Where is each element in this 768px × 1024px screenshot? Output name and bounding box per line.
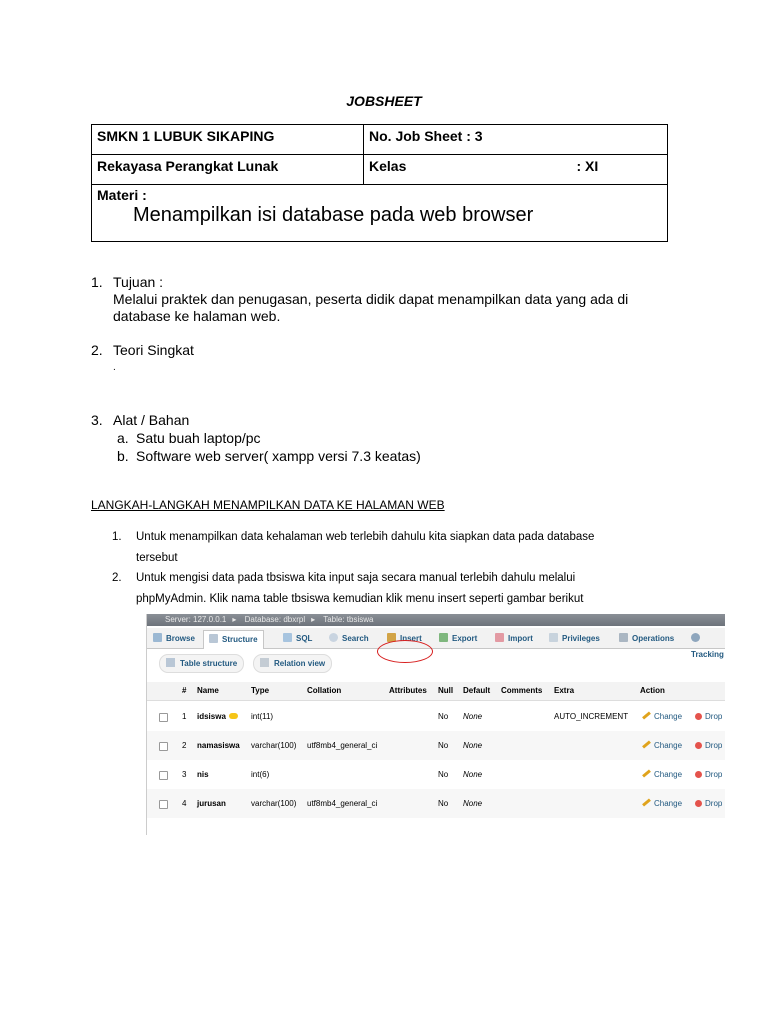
table-row — [147, 702, 725, 731]
drop-link[interactable]: Drop — [695, 789, 722, 818]
change-link[interactable]: Change — [642, 731, 682, 760]
relation-icon — [260, 658, 269, 667]
tab-privileges[interactable]: Privileges — [549, 631, 600, 647]
tab-browse[interactable]: Browse — [153, 631, 195, 647]
section-dot: . — [113, 362, 116, 373]
tab-bar — [147, 628, 725, 659]
column-header[interactable]: Collation — [307, 686, 342, 695]
tab-import[interactable]: Import — [495, 631, 533, 647]
job-sheet-number: No. Job Sheet : 3 — [364, 125, 668, 155]
column-type: varchar(100) — [251, 799, 297, 808]
program-cell: Rekayasa Perangkat Lunak — [92, 155, 364, 185]
tab-insert[interactable]: Insert — [387, 631, 422, 647]
row-number: 3 — [182, 770, 187, 779]
step-text-line: Untuk menampilkan data kehalaman web terlebih dahulu kita siapkan data pada database — [136, 531, 595, 543]
change-link[interactable]: Change — [642, 760, 682, 789]
column-null: No — [438, 741, 449, 750]
column-default: None — [463, 770, 483, 779]
column-default: None — [463, 712, 483, 721]
column-extra: AUTO_INCREMENT — [554, 712, 629, 721]
structure-icon — [209, 634, 218, 643]
column-collation: utf8mb4_general_ci — [307, 741, 378, 750]
tab-export[interactable]: Export — [439, 631, 477, 647]
row-number: 1 — [182, 712, 187, 721]
pencil-icon — [642, 711, 651, 719]
column-type: int(6) — [251, 770, 270, 779]
breadcrumb-server[interactable]: Server: 127.0.0.1 — [165, 615, 227, 624]
column-name: namasiswa — [197, 741, 240, 750]
column-header[interactable]: Comments — [501, 686, 543, 695]
table-row — [147, 760, 725, 789]
materi-cell — [92, 185, 668, 242]
import-icon — [495, 633, 504, 642]
drop-link[interactable]: Drop — [695, 702, 722, 731]
section-number: 2. — [91, 342, 103, 358]
kelas-value: : XI — [576, 158, 599, 174]
column-default: None — [463, 799, 483, 808]
column-header[interactable]: Attributes — [389, 686, 427, 695]
row-checkbox[interactable] — [159, 713, 168, 722]
column-null: No — [438, 712, 449, 721]
tab-structure[interactable]: Structure — [203, 630, 264, 649]
drop-icon — [695, 771, 702, 778]
table-row — [147, 731, 725, 760]
wrench-icon — [619, 633, 628, 642]
section-number: 3. — [91, 412, 103, 428]
tab-search[interactable]: Search — [329, 631, 369, 647]
breadcrumb-database[interactable]: Database: dbxrpl — [244, 615, 306, 624]
school-cell: SMKN 1 LUBUK SIKAPING — [92, 125, 364, 155]
change-link[interactable]: Change — [642, 702, 682, 731]
row-number: 4 — [182, 799, 187, 808]
tab-tracking[interactable]: Tracking — [691, 631, 725, 647]
tab-sql[interactable]: SQL — [283, 631, 312, 647]
insert-highlight-circle — [377, 640, 433, 663]
column-name: jurusan — [197, 799, 226, 808]
sql-icon — [283, 633, 292, 642]
step-text-line: phpMyAdmin. Klik nama table tbsiswa kemudian klik menu insert seperti gambar berikut — [136, 593, 584, 605]
column-header[interactable]: Type — [251, 686, 270, 695]
list-item-label: b. — [117, 448, 129, 464]
section-title: Teori Singkat — [113, 342, 194, 358]
column-name: nis — [197, 770, 209, 779]
search-icon — [329, 633, 338, 642]
column-name: idsiswa — [197, 702, 238, 731]
row-checkbox[interactable] — [159, 800, 168, 809]
eye-icon — [691, 633, 700, 642]
breadcrumb: Server: 127.0.0.1 ▸ Database: dbxrpl ▸ Table: tbsiswa — [147, 614, 725, 626]
subtab-table-structure[interactable]: Table structure — [159, 654, 244, 673]
primary-key-icon — [229, 713, 238, 719]
table-row — [147, 789, 725, 818]
column-type: int(11) — [251, 712, 274, 721]
column-header: # — [182, 686, 187, 695]
steps-heading: LANGKAH-LANGKAH MENAMPILKAN DATA KE HALAMAN WEB — [91, 498, 445, 512]
drop-icon — [695, 713, 702, 720]
change-link[interactable]: Change — [642, 789, 682, 818]
list-item-label: a. — [117, 430, 129, 446]
column-type: varchar(100) — [251, 741, 297, 750]
header-table — [91, 124, 668, 242]
step-text-line: tersebut — [136, 552, 178, 564]
row-number: 2 — [182, 741, 187, 750]
column-collation: utf8mb4_general_ci — [307, 799, 378, 808]
kelas-label: Kelas — [369, 158, 407, 174]
column-null: No — [438, 799, 449, 808]
structure-icon — [166, 658, 175, 667]
column-header[interactable]: Name — [197, 686, 219, 695]
subtab-relation-view[interactable]: Relation view — [253, 654, 332, 673]
section-title: Tujuan : — [113, 274, 164, 290]
row-checkbox[interactable] — [159, 742, 168, 751]
column-header[interactable]: Null — [438, 686, 454, 695]
column-default: None — [463, 741, 483, 750]
browse-icon — [153, 633, 162, 642]
column-header[interactable]: Extra — [554, 686, 575, 695]
column-header[interactable]: Default — [463, 686, 491, 695]
privileges-icon — [549, 633, 558, 642]
row-checkbox[interactable] — [159, 771, 168, 780]
drop-link[interactable]: Drop — [695, 760, 722, 789]
list-item-text: Software web server( xampp versi 7.3 keatas) — [136, 448, 421, 464]
drop-icon — [695, 742, 702, 749]
section-text-line: Melalui praktek dan penugasan, peserta didik dapat menampilkan data yang ada di — [113, 291, 629, 307]
step-number: 1. — [112, 531, 122, 543]
drop-link[interactable]: Drop — [695, 731, 722, 760]
phpmyadmin-screenshot — [146, 614, 725, 835]
list-item-text: Satu buah laptop/pc — [136, 430, 261, 446]
materi-title: Menampilkan isi database pada web browser — [133, 204, 534, 226]
table-header-row — [147, 682, 725, 701]
column-header: Action — [640, 686, 665, 695]
materi-label: Materi : — [97, 187, 147, 203]
pencil-icon — [642, 740, 651, 748]
section-title: Alat / Bahan — [113, 412, 190, 428]
column-null: No — [438, 770, 449, 779]
step-text-line: Untuk mengisi data pada tbsiswa kita input saja secara manual terlebih dahulu melalui — [136, 572, 576, 584]
kelas-cell — [364, 155, 668, 185]
document-title: JOBSHEET — [346, 93, 422, 109]
section-text-line: database ke halaman web. — [113, 308, 281, 324]
tab-operations[interactable]: Operations — [619, 631, 674, 647]
breadcrumb-table[interactable]: Table: tbsiswa — [323, 615, 374, 624]
section-number: 1. — [91, 274, 103, 290]
step-number: 2. — [112, 572, 122, 584]
drop-icon — [695, 800, 702, 807]
pencil-icon — [642, 769, 651, 777]
export-icon — [439, 633, 448, 642]
pencil-icon — [642, 798, 651, 806]
